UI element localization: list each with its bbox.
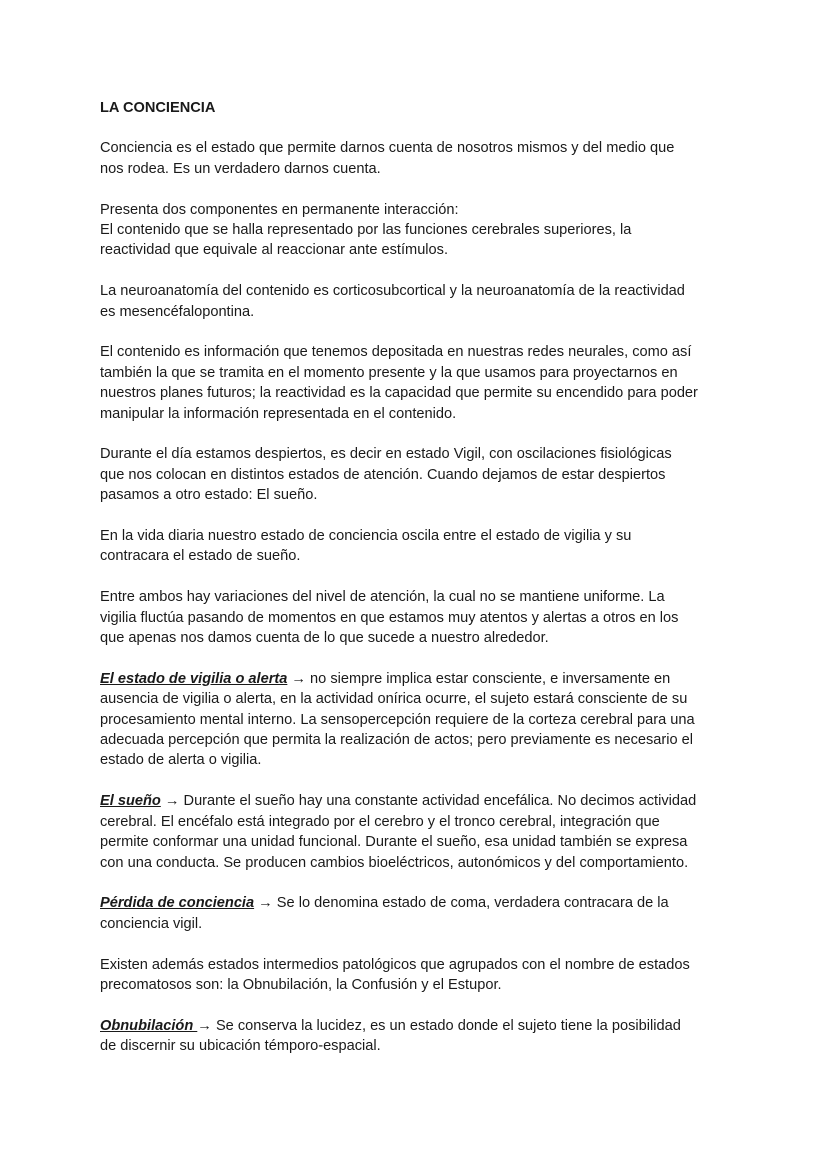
paragraph-sueno (100, 791, 740, 873)
document-title: LA CONCIENCIA (100, 100, 216, 116)
paragraph-vigilia-text: → no siempre implica estar consciente, e inversamente en ausencia de vigilia o alerta, en la actividad onírica ocurre, el sujeto estará consciente de su procesamiento mental interno. La sensopercepción requiere de la corteza cerebral para una adecuada percepción que permita la realización de actos; pero previamente es necesario el estado de alerta o vigilia. (100, 670, 695, 769)
paragraph-perdida-text: → Se lo denomina estado de coma, verdadera contracara de la conciencia vigil. (100, 895, 669, 932)
term-sueno: El sueño (100, 793, 161, 810)
paragraph-vigilia (100, 669, 740, 771)
term-perdida: Pérdida de conciencia (100, 895, 255, 912)
paragraph-definition: Conciencia es el estado que permite darnos cuenta de nosotros mismos y del medio que nos rodea. Es un verdadero darnos cuenta. (100, 140, 675, 177)
document-page (100, 98, 740, 1077)
paragraph-oscillation: En la vida diaria nuestro estado de conciencia oscila entre el estado de vigilia y su contracara el estado de sueño. (100, 528, 632, 565)
paragraph-vigil: Durante el día estamos despiertos, es decir en estado Vigil, con oscilaciones fisiológicas que nos colocan en distintos estados de atención. Cuando dejamos de estar despiertos pasamos a otro estado: El sueño. (100, 446, 672, 504)
paragraph-sueno-text: → Durante el sueño hay una constante actividad encefálica. No decimos actividad cerebral. El encéfalo está integrado por el cerebro y el tronco cerebral, integración que permite conformar una unidad funcional. Durante el sueño, esa unidad también se expresa con una conducta. Se producen cambios bioeléctricos, autonómicos y del comportamiento. (100, 793, 697, 871)
term-obnubilacion: Obnubilación (100, 1017, 198, 1034)
paragraph-perdida (100, 893, 740, 934)
paragraph-content: El contenido es información que tenemos depositada en nuestras redes neurales, como así también la que se tramita en el momento presente y la que usamos para proyectarnos en nuestros planes futuros; la reactividad es la capacidad que permite su encendido para poder manipular la información representada en el contenido. (100, 344, 698, 422)
paragraph-precomatosos: Existen además estados intermedios patológicos que agrupados con el nombre de estados precomatosos son: la Obnubilación, la Confusión y el Estupor. (100, 956, 690, 993)
paragraph-neuroanatomy: La neuroanatomía del contenido es corticosubcortical y la neuroanatomía de la reactividad es mesencéfalopontina. (100, 283, 685, 320)
paragraph-obnubilacion-text: → Se conserva la lucidez, es un estado donde el sujeto tiene la posibilidad de discernir su ubicación témporo-espacial. (100, 1017, 681, 1055)
term-vigilia: El estado de vigilia o alerta (100, 670, 288, 687)
paragraph-obnubilacion (100, 1016, 740, 1057)
paragraph-components: Presenta dos componentes en permanente interacción: El contenido que se halla representado por las funciones cerebrales superiores, la reactividad que equivale al reaccionar ante estímulos. (100, 201, 632, 259)
paragraph-attention: Entre ambos hay variaciones del nivel de atención, la cual no se mantiene uniforme. La vigilia fluctúa pasando de momentos en que estamos muy atentos y alertas a otros en los que apenas nos damos cuenta de lo que sucede a nuestro alrededor. (100, 589, 679, 647)
